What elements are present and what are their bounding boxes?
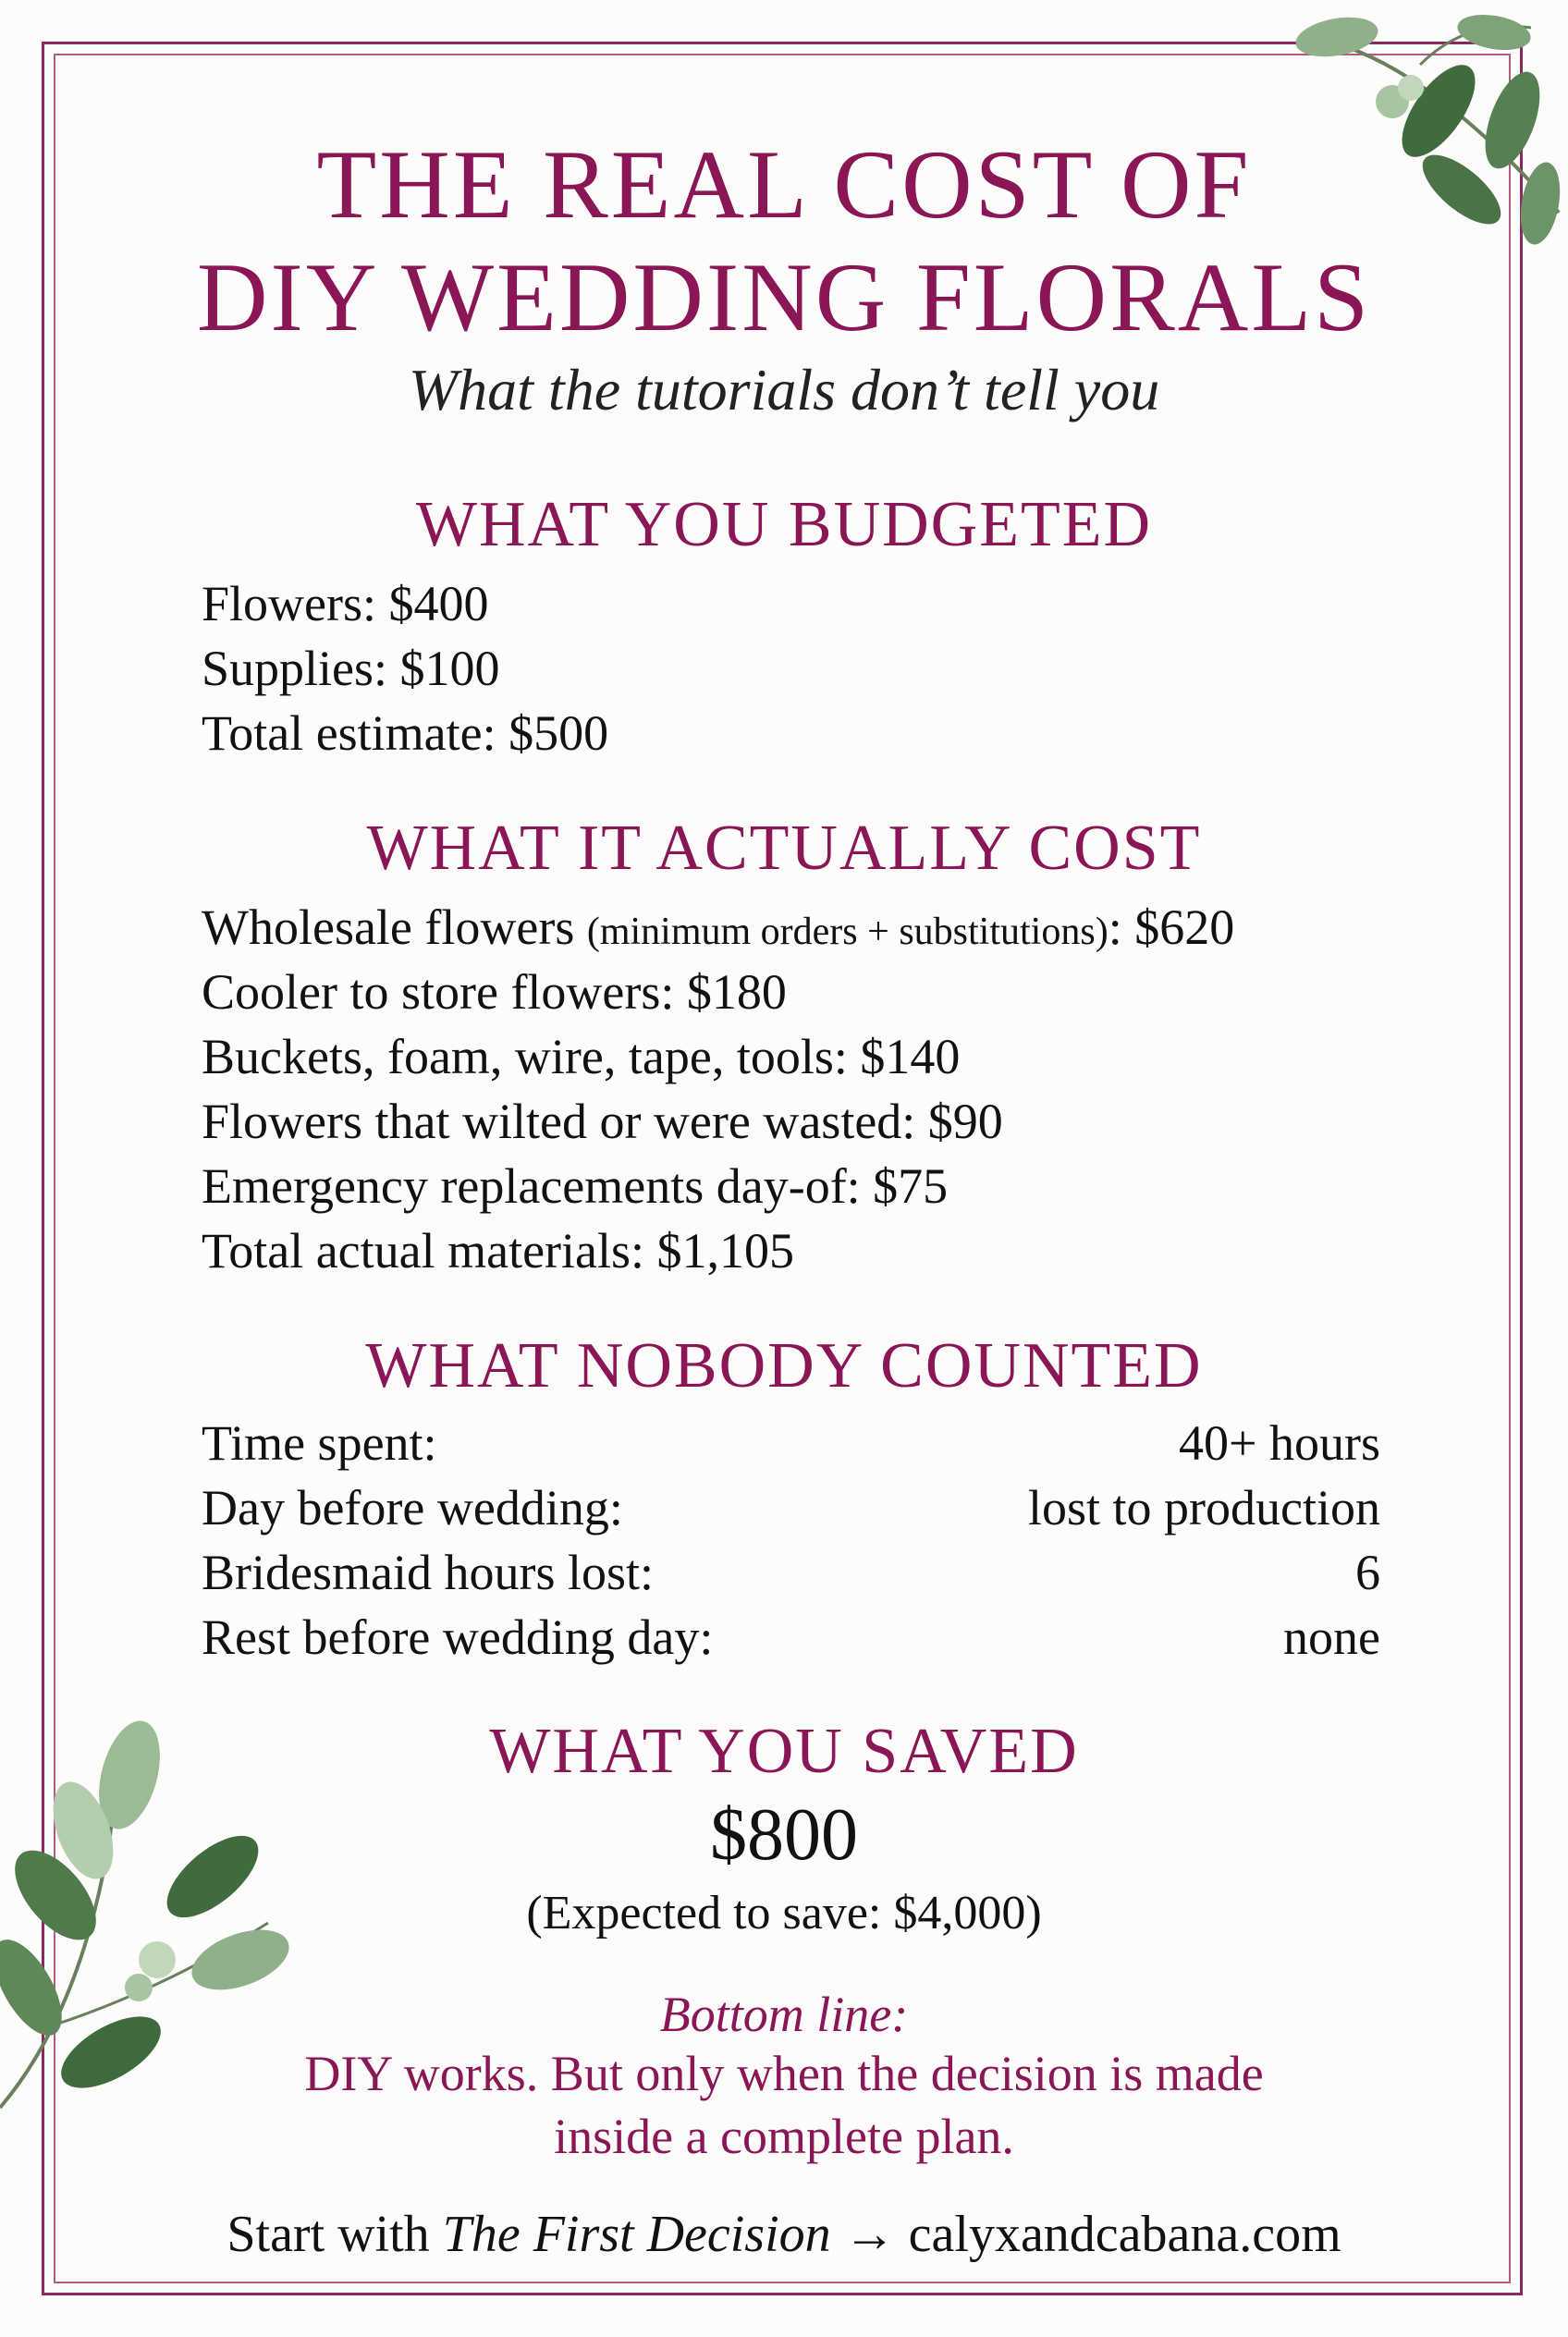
footer-website-link[interactable]: calyxandcabana.com: [908, 2206, 1341, 2263]
wholesale-value: : $620: [1108, 899, 1235, 955]
uncounted-label: Day before wedding:: [202, 1480, 623, 1536]
budget-item: Total estimate: $500: [202, 705, 609, 761]
bottom-line-text-2: inside a complete plan.: [554, 2109, 1014, 2164]
uncounted-label: Time spent:: [202, 1415, 437, 1471]
uncounted-row: [202, 1544, 1380, 1601]
actual-cost-item: Flowers that wilted or were wasted: $90: [202, 1094, 1003, 1149]
footer-guide-title: The First Decision: [442, 2206, 831, 2263]
uncounted-row: [202, 1609, 1380, 1666]
actual-cost-item: Cooler to store flowers: $180: [202, 964, 787, 1020]
actual-cost-item: Emergency replacements day-of: $75: [202, 1158, 949, 1214]
actual-cost-item-wholesale: [202, 899, 1234, 956]
budget-item: Flowers: $400: [202, 576, 489, 631]
footer-arrow: →: [830, 2206, 909, 2263]
bottom-line-label: Bottom line:: [659, 1987, 909, 2042]
uncounted-label: Bridesmaid hours lost:: [202, 1545, 654, 1600]
budget-item: Supplies: $100: [202, 641, 500, 696]
heading-saved: WHAT YOU SAVED: [489, 1716, 1079, 1787]
heading-actual-cost: WHAT IT ACTUALLY COST: [366, 813, 1202, 884]
wholesale-label: Wholesale flowers: [202, 899, 575, 955]
footer-prefix: Start with: [227, 2206, 443, 2263]
uncounted-label: Rest before wedding day:: [202, 1609, 714, 1665]
title-line-2: DIY WEDDING FLORALS: [196, 243, 1372, 351]
actual-cost-total: Total actual materials: $1,105: [202, 1223, 795, 1279]
uncounted-value: 6: [1355, 1545, 1380, 1600]
heading-uncounted: WHAT NOBODY COUNTED: [365, 1330, 1203, 1401]
uncounted-row: [202, 1479, 1380, 1536]
heading-budgeted: WHAT YOU BUDGETED: [415, 489, 1153, 560]
title-line-1: THE REAL COST OF: [316, 130, 1252, 239]
footer-cta: [0, 2205, 1568, 2264]
subtitle: What the tutorials don’t tell you: [408, 357, 1160, 422]
saved-amount: $800: [710, 1794, 858, 1876]
wholesale-note: (minimum orders + substitutions): [586, 911, 1109, 953]
bottom-line-text-1: DIY works. But only when the decision is made: [304, 2046, 1264, 2101]
uncounted-value: 40+ hours: [1179, 1415, 1380, 1471]
uncounted-value: lost to production: [1028, 1480, 1380, 1536]
uncounted-value: none: [1283, 1609, 1380, 1665]
uncounted-row: [202, 1414, 1380, 1472]
actual-cost-item: Buckets, foam, wire, tape, tools: $140: [202, 1029, 961, 1084]
expected-savings: (Expected to save: $4,000): [526, 1887, 1042, 1939]
